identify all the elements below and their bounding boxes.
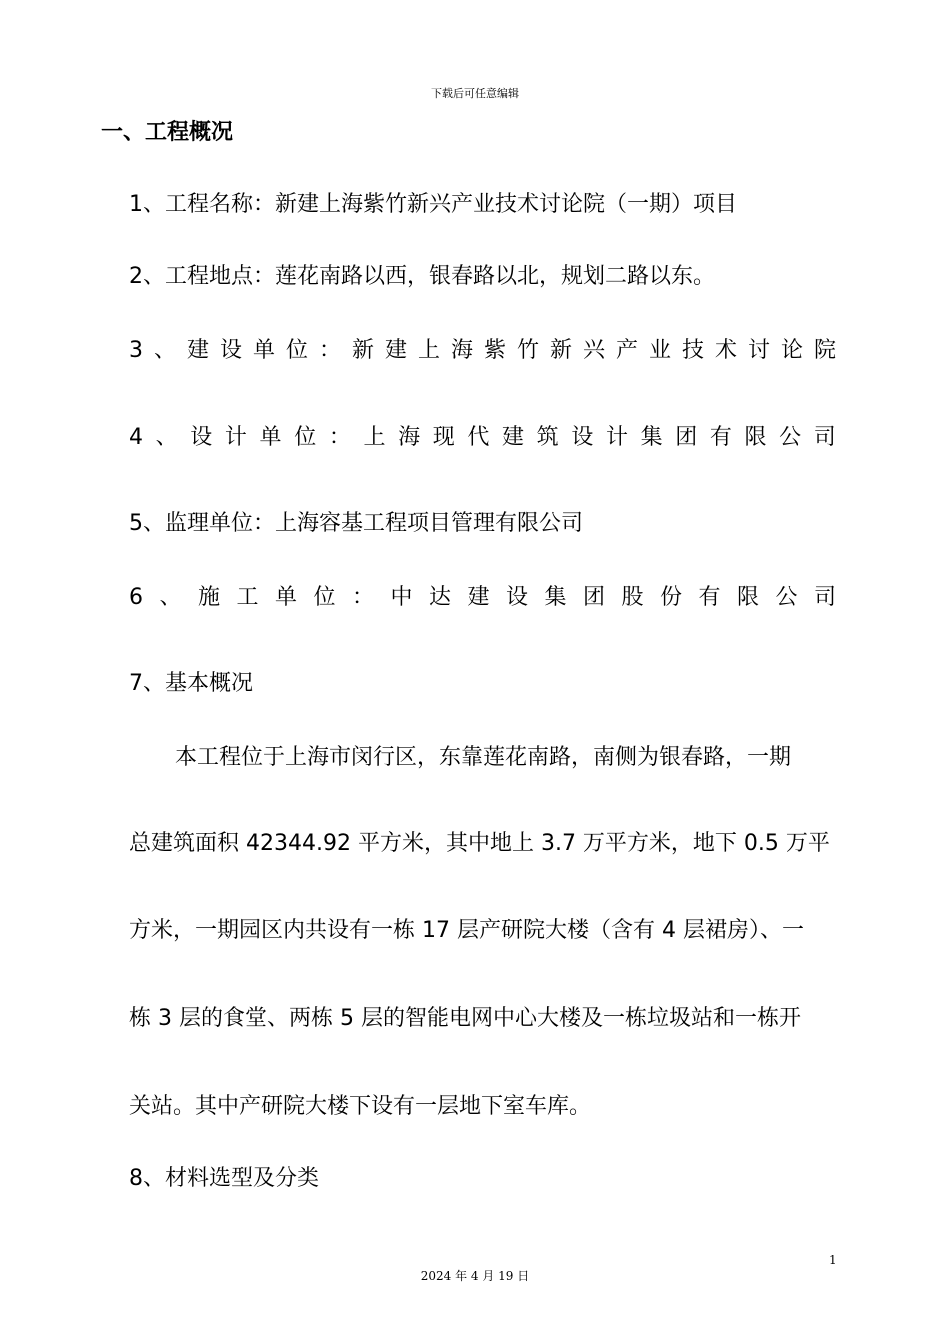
overview-line-3: 方米，一期园区内共设有一栋 17 层产研院大楼（含有 4 层裙房）、一: [129, 918, 804, 943]
justified-char: 工: [236, 585, 259, 610]
justified-char: ：: [351, 585, 374, 610]
justified-char: ：: [328, 425, 351, 450]
justified-char: 设: [571, 425, 594, 450]
justified-char: 司: [813, 425, 836, 450]
justified-char: 司: [813, 585, 836, 610]
justified-char: 兴: [582, 338, 605, 363]
justified-char: 紫: [483, 338, 506, 363]
justified-char: 设: [190, 425, 213, 450]
justified-char: 院: [813, 338, 836, 363]
item-project-name: 1、工程名称：新建上海紫竹新兴产业技术讨论院（一期）项目: [129, 192, 737, 217]
justified-char: 团: [675, 425, 698, 450]
justified-char: 单: [259, 425, 282, 450]
justified-char: 建: [384, 338, 407, 363]
justified-char: 上: [417, 338, 440, 363]
justified-char: 有: [698, 585, 721, 610]
justified-char: 计: [605, 425, 628, 450]
justified-char: 份: [659, 585, 682, 610]
justified-char: 达: [428, 585, 451, 610]
justified-char: 、: [159, 585, 182, 610]
justified-char: 公: [779, 425, 802, 450]
justified-char: 集: [640, 425, 663, 450]
item-overview-heading: 7、基本概况: [129, 671, 253, 696]
overview-line-4: 栋 3 层的食堂、两栋 5 层的智能电网中心大楼及一栋垃圾站和一栋开: [129, 1006, 801, 1031]
overview-line-1: 本工程位于上海市闵行区，东靠莲花南路，南侧为银春路，一期: [175, 745, 792, 770]
justified-char: 集: [544, 585, 567, 610]
justified-char: 有: [709, 425, 732, 450]
justified-char: 位: [294, 425, 317, 450]
justified-char: 计: [224, 425, 247, 450]
justified-char: 、: [153, 338, 176, 363]
header-note: 下载后可任意编辑: [431, 87, 519, 100]
justified-char: 讨: [747, 338, 770, 363]
justified-char: 新: [549, 338, 572, 363]
justified-char: 设: [219, 338, 242, 363]
justified-char: 新: [351, 338, 374, 363]
justified-char: 限: [744, 425, 767, 450]
overview-line-5: 关站。其中产研院大楼下设有一层地下室车库。: [129, 1094, 592, 1119]
justified-char: 位: [313, 585, 336, 610]
justified-char: 位: [285, 338, 308, 363]
justified-char: 业: [648, 338, 671, 363]
justified-char: 海: [450, 338, 473, 363]
justified-char: 海: [398, 425, 421, 450]
justified-char: 代: [467, 425, 490, 450]
justified-char: 4: [129, 425, 143, 450]
section-title: 一、工程概况: [101, 120, 234, 145]
page-number: 1: [829, 1253, 837, 1267]
footer-date: 2024 年 4 月 19 日: [420, 1269, 530, 1283]
justified-char: 6: [129, 585, 143, 610]
justified-char: 建: [467, 585, 490, 610]
item-builder: [129, 336, 836, 366]
justified-char: 建: [502, 425, 525, 450]
justified-char: 筑: [536, 425, 559, 450]
justified-char: 论: [780, 338, 803, 363]
justified-char: 上: [363, 425, 386, 450]
justified-char: 单: [252, 338, 275, 363]
justified-char: 施: [197, 585, 220, 610]
justified-char: 建: [186, 338, 209, 363]
justified-char: 单: [274, 585, 297, 610]
justified-char: 限: [736, 585, 759, 610]
item-supervisor: 5、监理单位：上海容基工程项目管理有限公司: [129, 511, 583, 536]
item-materials-heading: 8、材料选型及分类: [129, 1166, 319, 1191]
justified-char: 术: [714, 338, 737, 363]
justified-char: 中: [390, 585, 413, 610]
justified-char: 设: [505, 585, 528, 610]
overview-line-2: 总建筑面积 42344.92 平方米，其中地上 3.7 万平方米，地下 0.5 万平: [129, 831, 830, 856]
justified-char: ：: [318, 338, 341, 363]
justified-char: 3: [129, 338, 143, 363]
justified-char: 团: [582, 585, 605, 610]
justified-char: 股: [621, 585, 644, 610]
item-designer: [129, 423, 836, 453]
justified-char: 现: [432, 425, 455, 450]
justified-char: 公: [775, 585, 798, 610]
justified-char: 竹: [516, 338, 539, 363]
justified-char: 技: [681, 338, 704, 363]
justified-char: 、: [155, 425, 178, 450]
item-constructor: [129, 583, 836, 613]
item-project-location: 2、工程地点：莲花南路以西，银春路以北，规划二路以东。: [129, 264, 715, 289]
justified-char: 产: [615, 338, 638, 363]
